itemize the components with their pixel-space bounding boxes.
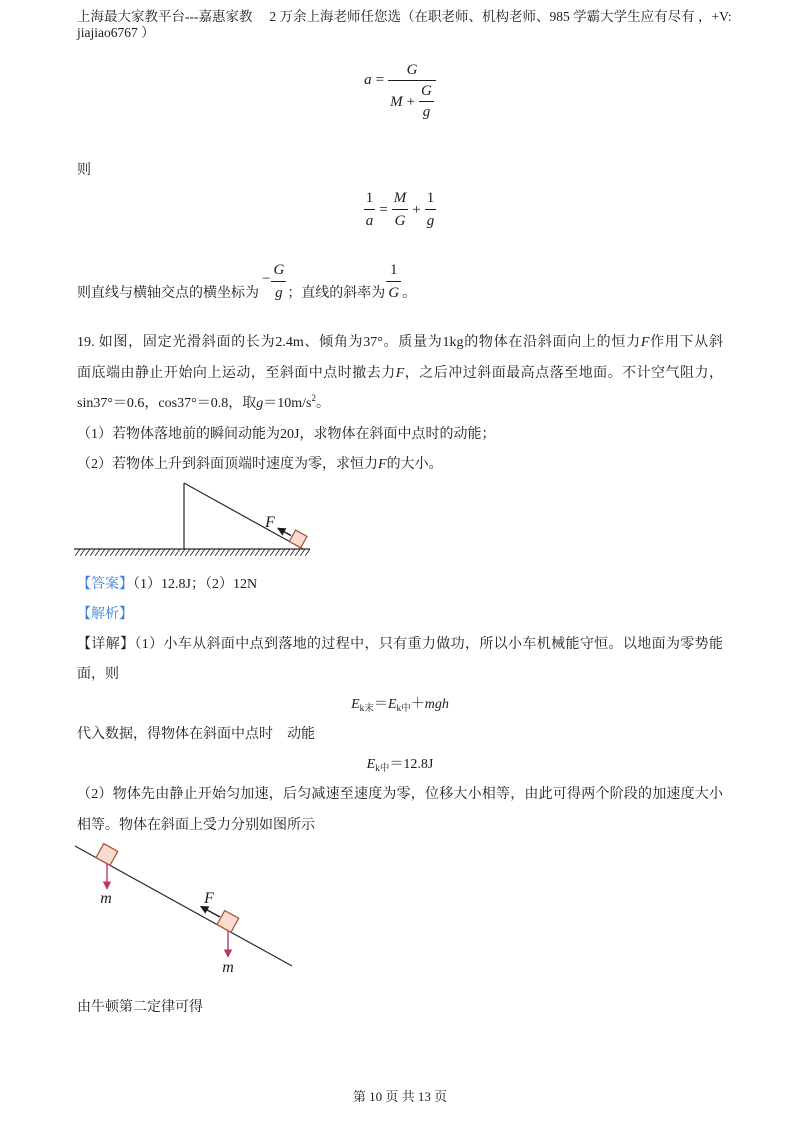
potential-term: mgh: [424, 697, 449, 712]
intercept-fraction: [271, 259, 286, 304]
detail-tag: 【详解】: [77, 637, 135, 652]
substitute-line: 代入数据，得物体在斜面中点时 动能: [77, 727, 315, 742]
eq2-term1-numerator: M: [393, 190, 407, 206]
problem-line-3-text-a: sin37°＝0.6，cos37°＝0.8，取: [77, 396, 257, 411]
eq1-fraction: [388, 60, 436, 122]
eq1-den-plus: +: [406, 93, 416, 110]
eq1-den-m: M: [390, 93, 403, 110]
block: [96, 844, 118, 866]
force-variable: F: [378, 457, 387, 472]
energy-result-value: ＝12.8J: [389, 757, 434, 772]
slope-fraction: [386, 259, 401, 304]
eq2-term1-denominator: G: [392, 209, 409, 232]
ground-hatching: [75, 549, 310, 556]
eq1-numerator: G: [406, 62, 418, 78]
energy-subscript-mid: k中: [375, 764, 390, 774]
equation-acceleration: [0, 60, 800, 122]
conclusion-text-3: 。: [402, 286, 417, 301]
detail-line-2: 面，则: [77, 667, 119, 682]
equation-reciprocal: [0, 187, 800, 232]
energy-symbol: E: [351, 697, 360, 712]
problem-line-2-text-a: 面底端由静止开始向上运动，至斜面中点时撤去力: [77, 366, 396, 381]
detail-part1-text: （1）小车从斜面中点到落地的过程中，只有重力做功，所以小车机械能守恒。以地面为零势能: [134, 637, 724, 652]
analysis-tag: 【解析】: [77, 607, 133, 622]
eq2-term1-fraction: [392, 187, 409, 232]
detail-line-1: [77, 630, 723, 660]
force-variable: F: [395, 366, 405, 381]
conclusion-text-1: 则直线与横轴交点的横坐标为: [77, 286, 259, 301]
page-footer: 第 10 页 共 13 页: [352, 1089, 448, 1104]
weight-label-top: m: [100, 890, 112, 907]
force-arrow: [278, 528, 291, 535]
block-top: [96, 844, 118, 866]
page-header: [77, 9, 732, 41]
problem-line-1-text-a: 19. 如图，固定光滑斜面的长为2.4m、倾角为37°。质量为1kg的物体在沿斜面向上的恒力: [77, 335, 641, 350]
block: [217, 911, 239, 933]
header-line-1: 上海最大家教平台---嘉惠家教 2 万余上海老师任您选（在职老师、机构老师、985 学霸大学生应有尽有 ，+V:: [77, 9, 732, 24]
intercept-denominator: g: [271, 281, 286, 304]
eq2-equals: =: [379, 201, 388, 218]
eq1-inner-numerator: G: [421, 83, 432, 99]
eq2-lhs-fraction: [364, 187, 376, 232]
answer-text: （1）12.8J；（2）12N: [133, 577, 258, 592]
block: [289, 530, 307, 548]
then-line: 则: [77, 163, 91, 178]
eq1-lhs: a: [364, 72, 372, 88]
eq2-term2-numerator: 1: [426, 190, 435, 206]
eq1-inner-denominator: g: [419, 101, 434, 122]
force-label: F: [265, 514, 275, 531]
gravity-variable: g: [256, 396, 264, 411]
eq2-term2-fraction: [425, 187, 437, 232]
eq2-term2-denominator: g: [425, 209, 437, 232]
problem-line-3-text-c: 。: [315, 396, 330, 411]
question-1: （1）若物体落地前的瞬间动能为20J，求物体在斜面中点时的动能；: [77, 427, 496, 442]
question-2-text-a: （2）若物体上升到斜面顶端时速度为零，求恒力: [77, 457, 378, 472]
energy-subscript-mid: k中: [396, 704, 411, 714]
energy-symbol: E: [366, 757, 376, 772]
eq1-inner-fraction: [419, 81, 434, 122]
intercept-numerator: G: [273, 262, 285, 278]
conclusion-text-2: ；直线的斜率为: [287, 286, 386, 301]
conclusion-line: [77, 259, 723, 309]
newton-line: 由牛顿第二定律可得: [77, 1000, 203, 1015]
energy-symbol: E: [387, 697, 397, 712]
problem-line-2: [77, 359, 723, 389]
eq2-lhs-numerator: 1: [365, 190, 374, 206]
problem-line-1: [77, 328, 723, 358]
unit-superscript: 2: [311, 393, 316, 403]
force-variable: F: [640, 335, 650, 350]
slope-denominator: G: [386, 281, 401, 304]
energy-subscript-final: k末: [359, 704, 374, 714]
question-2-text-b: 的大小。: [386, 457, 443, 472]
detail-part2-line-2: 相等。物体在斜面上受力分别如图所示: [77, 818, 315, 833]
problem-line-3-text-b: ＝10m/s: [263, 396, 312, 411]
problem-line-3: [77, 389, 723, 419]
eq1-equals: =: [375, 72, 385, 88]
eq2-plus: +: [412, 201, 421, 218]
answer-tag: 【答案】: [77, 577, 133, 592]
energy-equation: [77, 690, 723, 720]
energy-eq-equals: ＝: [373, 697, 388, 712]
incline-figure-1: [70, 475, 320, 560]
answer-line: [77, 570, 723, 600]
slope-numerator: 1: [389, 262, 398, 278]
header-line-2: jiajiao6767 ）: [77, 25, 155, 40]
incline-slope: [184, 483, 303, 549]
energy-result: [77, 750, 723, 780]
energy-eq-plus: ＋: [410, 697, 425, 712]
analysis-line: [77, 600, 723, 630]
force-arrow: [201, 906, 220, 917]
weight-label-bottom: m: [222, 959, 234, 976]
detail-part2-line-1: （2）物体先由静止开始匀加速，后匀减速至速度为零，位移大小相等，由此可得两个阶段的加速度大小: [77, 787, 723, 802]
conclusion-minus: −: [262, 271, 271, 287]
force-diagram-figure-2: [70, 838, 305, 978]
problem-line-1-text-b: 作用下从斜: [649, 335, 723, 350]
force-label: F: [204, 890, 214, 907]
problem-line-2-text-b: ，之后冲过斜面最高点落至地面。不计空气阻力，: [404, 366, 723, 381]
block-on-incline: [275, 522, 307, 548]
eq1-denominator: [388, 80, 436, 122]
eq2-lhs-denominator: a: [364, 209, 376, 232]
